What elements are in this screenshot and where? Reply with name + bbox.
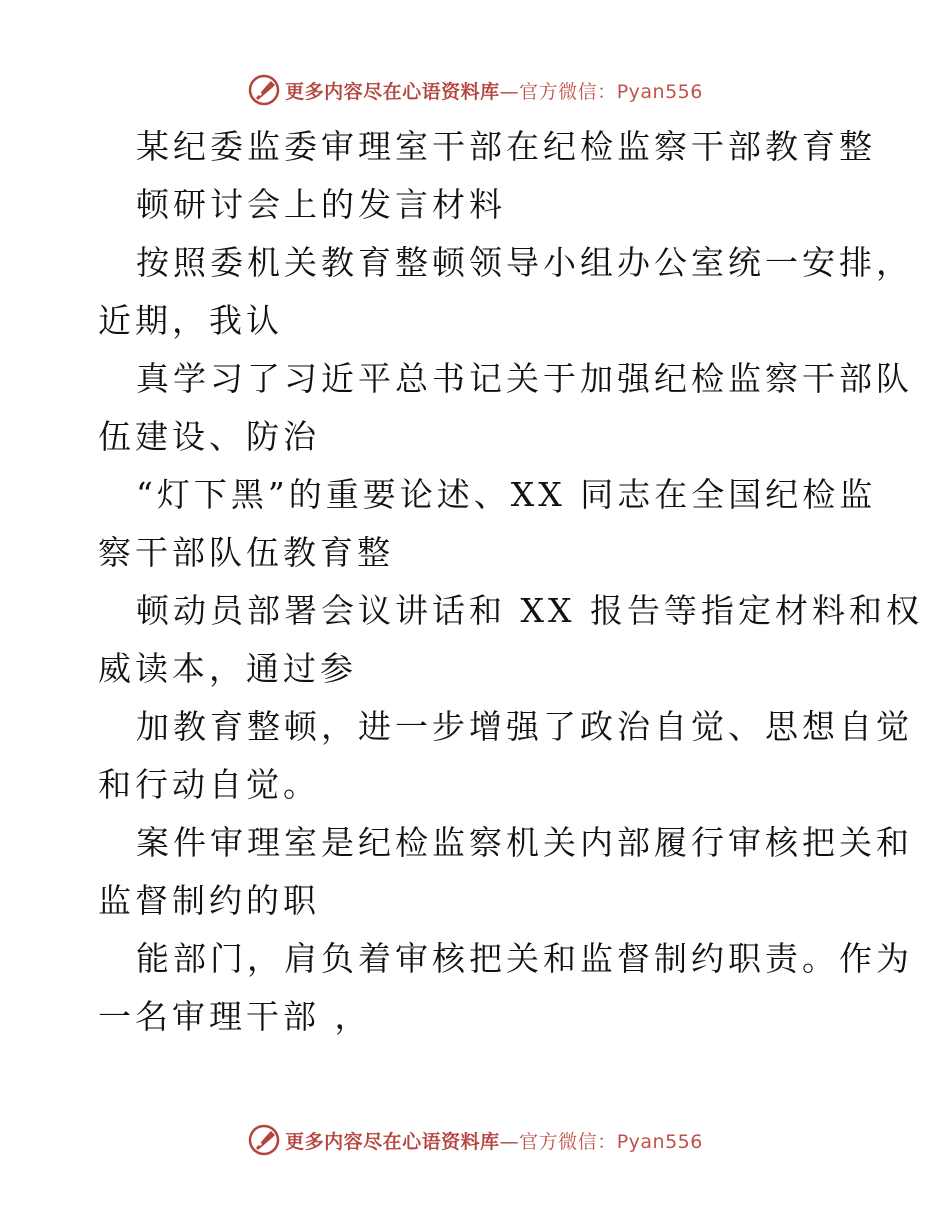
pen-nib-logo-icon xyxy=(247,1123,281,1157)
paragraph-line: 真学习了习近平总书记关于加强纪检监察干部队 xyxy=(136,359,913,398)
paragraph-line: 案件审理室是纪检监察机关内部履行审核把关和 xyxy=(136,823,913,862)
paragraph-line: “灯下黑”的重要论述、XX 同志在全国纪检监 xyxy=(136,475,877,514)
paragraph-line: 察干部队伍教育整 xyxy=(98,533,394,572)
paragraph-line: 加教育整顿，进一步增强了政治自觉、思想自觉 xyxy=(136,707,913,746)
paragraph-line: 威读本，通过参 xyxy=(98,649,357,688)
paragraph-line: 顿研讨会上的发言材料 xyxy=(136,185,506,224)
paragraph-line: 监督制约的职 xyxy=(98,881,320,920)
watermark-name: 更多内容尽在心语资料库 xyxy=(285,1130,500,1153)
watermark-name: 更多内容尽在心语资料库 xyxy=(285,80,500,103)
paragraph-line: 和行动自觉。 xyxy=(98,765,320,804)
paragraph-line: 伍建设、防治 xyxy=(98,417,320,456)
paragraph-line: 一名审理干部 ， xyxy=(98,997,372,1036)
watermark-wechat-id: Pyan556 xyxy=(616,80,703,103)
paragraph-line: 近期，我认 xyxy=(98,301,283,340)
paragraph-line: 某纪委监委审理室干部在纪检监察干部教育整 xyxy=(136,127,876,166)
watermark-dash: — xyxy=(499,1130,520,1153)
watermark-wechat-label: 官方微信： xyxy=(519,80,617,103)
footer-watermark xyxy=(0,1120,950,1160)
watermark-wechat-label: 官方微信： xyxy=(519,1130,617,1153)
watermark-wechat-id: Pyan556 xyxy=(616,1130,703,1153)
document-body xyxy=(98,118,923,1046)
header-watermark xyxy=(0,70,950,110)
paragraph-line: 按照委机关教育整顿领导小组办公室统一安排， xyxy=(136,243,913,282)
watermark-text xyxy=(285,77,703,104)
pen-nib-logo-icon xyxy=(247,73,281,107)
paragraph-line: 顿动员部署会议讲话和 XX 报告等指定材料和权 xyxy=(136,591,923,630)
watermark-dash: — xyxy=(499,80,520,103)
watermark-text xyxy=(285,1127,703,1154)
paragraph-line: 能部门，肩负着审核把关和监督制约职责。作为 xyxy=(136,939,913,978)
